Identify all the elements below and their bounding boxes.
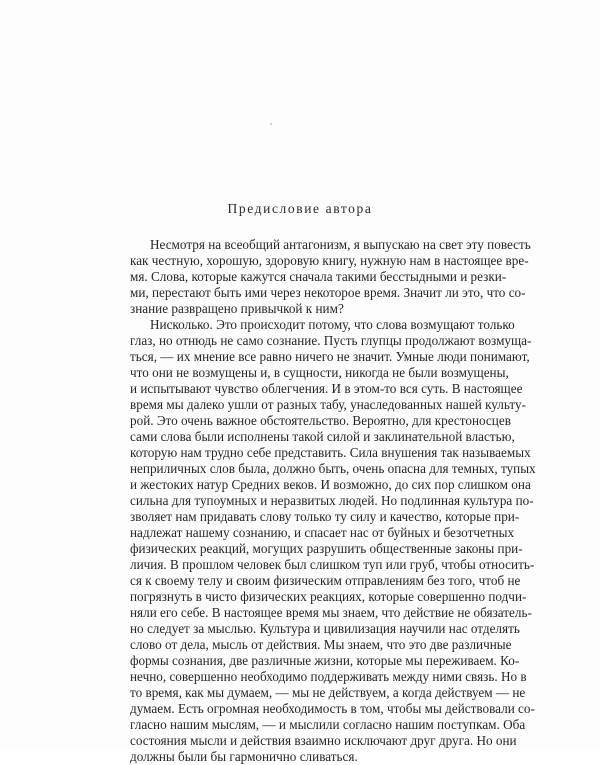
text-line: неприличных слов была, должно быть, очень опасна для темных, тупых — [130, 461, 536, 476]
body-text — [130, 237, 536, 765]
text-line: и испытывают чувство облегчения. И в этом-то вся суть. В настоящее — [130, 381, 523, 396]
text-line: Нисколько. Это происходит потому, что слова возмущают только — [150, 317, 515, 332]
text-line: как честную, хорошую, здоровую книгу, нужную нам в настоящее вре- — [130, 253, 529, 268]
text-line: личия. В прошлом человек был слишком туп или груб, чтобы относить- — [130, 557, 535, 572]
text-line: глаз, но отнюдь не само сознание. Пусть глупцы продолжают возмуща- — [130, 333, 532, 348]
page-speck — [270, 123, 272, 125]
text-line: то время, как мы думаем, — мы не действуем, а когда действуем — не — [130, 685, 526, 700]
text-line: сильна для тупоумных и неразвитых людей. Но подлинная культура по- — [130, 493, 534, 508]
text-line: сами слова были исполнены такой силой и заклинательной властью, — [130, 429, 515, 444]
text-line: рой. Это очень важное обстоятельство. Вероятно, для крестоносцев — [130, 413, 511, 428]
text-line: ться, — их мнение все равно ничего не значит. Умные люди понимают, — [130, 349, 530, 364]
text-line: ми, перестают быть ими через некоторое время. Значит ли это, что со- — [130, 285, 526, 300]
paragraph — [130, 317, 536, 765]
text-line: думаем. Есть огромная необходимость в том, чтобы мы действовали со- — [130, 701, 535, 716]
text-line: и жестоких натур Средних веков. И возможно, до сих пор слишком она — [130, 477, 531, 492]
text-line: но следует за мыслью. Культура и цивилизация научили нас отделять — [130, 621, 520, 636]
text-line: мя. Слова, которые кажутся сначала такими бесстыдными и резки- — [130, 269, 507, 284]
paragraph — [130, 237, 531, 317]
chapter-heading: Предисловие автора — [227, 201, 373, 216]
text-line: Несмотря на всеобщий антагонизм, я выпускаю на свет эту повесть — [150, 237, 531, 252]
text-line: должны были бы гармонично сливаться. — [130, 749, 358, 764]
text-line: знание развращено привычкой к ним? — [130, 301, 344, 316]
text-line: время мы далеко ушли от разных табу, унаследованных нашей культу- — [130, 397, 526, 412]
text-line: няли его себе. В настоящее время мы знаем, что действие не обязатель- — [130, 605, 532, 620]
text-line: формы сознания, две различные жизни, которые мы переживаем. Ко- — [130, 653, 520, 668]
text-line: нечно, совершенно необходимо поддерживать между ними связь. Но в — [130, 669, 527, 684]
text-line: слово от дела, мысль от действия. Мы знаем, что это две различные — [130, 637, 512, 652]
text-line: которую нам трудно себе представить. Сила внушения так называемых — [130, 445, 531, 460]
text-line: что они не возмущены и, в сущности, никогда не были возмущены, — [130, 365, 509, 380]
text-line: ся к своему телу и своим физическим отправлениям без того, чтоб не — [130, 573, 521, 588]
text-line: гласно нашим мыслям, — и мыслили согласно нашим поступкам. Оба — [130, 717, 526, 732]
text-line: состояния мысли и действия взаимно исключают друг друга. Но они — [130, 733, 517, 748]
text-line: надлежат нашему сознанию, и спасает нас от буйных и безотчетных — [130, 525, 515, 540]
text-line: зволяет нам придавать слову только ту силу и качество, которые при- — [130, 509, 520, 524]
text-line: физических реакций, могущих разрушить общественные законы при- — [130, 541, 523, 556]
text-line: погрязнуть в чисто физических реакциях, которые совершенно подчи- — [130, 589, 527, 604]
